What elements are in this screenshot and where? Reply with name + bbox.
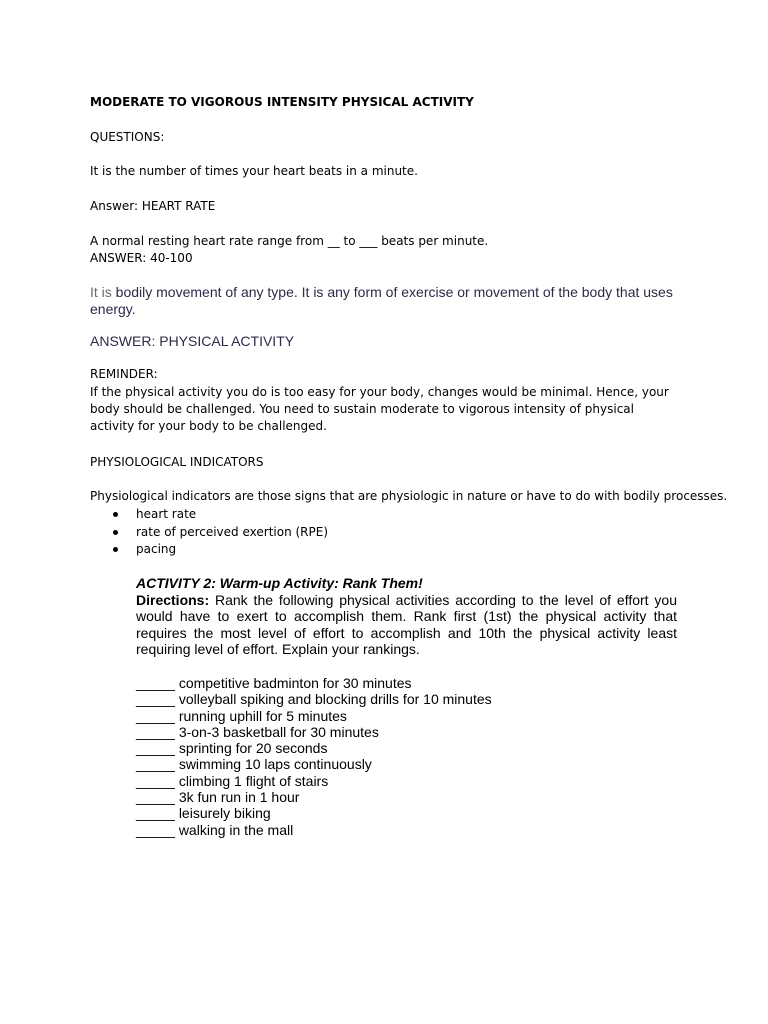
activity-section — [136, 575, 677, 838]
question-1: It is the number of times your heart beats in a minute. — [90, 164, 418, 178]
bullet-icon — [113, 530, 118, 535]
list-item: _____ running uphill for 5 minutes — [136, 707, 347, 724]
document-title: MODERATE TO VIGOROUS INTENSITY PHYSICAL ACTIVITY — [90, 95, 474, 109]
answer-2: ANSWER: 40-100 — [90, 251, 193, 265]
question-2: A normal resting heart rate range from __ to ___ beats per minute. — [90, 234, 489, 248]
list-item: _____ walking in the mall — [136, 821, 294, 838]
list-item: _____ climbing 1 flight of stairs — [136, 772, 329, 789]
list-item: _____ volleyball spiking and blocking drills for 10 minutes — [136, 691, 492, 708]
question-3-prefix: It is — [90, 284, 112, 300]
indicator-label: pacing — [136, 542, 177, 556]
question-3 — [90, 284, 690, 318]
directions-label: Directions: — [136, 591, 210, 608]
list-item — [90, 541, 328, 559]
physiological-header: PHYSIOLOGICAL INDICATORS — [90, 455, 264, 469]
physiological-description: Physiological indicators are those signs that are physiologic in nature or have to do with bodily processes. — [90, 489, 728, 503]
activity-directions — [136, 592, 677, 658]
bullet-icon — [113, 512, 118, 517]
reminder-header: REMINDER: — [90, 367, 158, 381]
reminder-body: If the physical activity you do is too easy for your body, changes would be minimal. Hence, your body should be challenged. You need to sustain moderate to vigorous intensity of physical activity for your body to be challenged. — [90, 385, 669, 433]
list-item — [90, 524, 328, 542]
list-item: _____ sprinting for 20 seconds — [136, 740, 328, 757]
list-item: _____ competitive badminton for 30 minutes — [136, 674, 412, 691]
question-3-text: bodily movement of any type. It is any form of exercise or movement of the body that uses energy. — [90, 284, 673, 317]
list-item: _____ swimming 10 laps continuously — [136, 756, 372, 773]
questions-header: QUESTIONS: — [90, 130, 165, 144]
answer-3: ANSWER: PHYSICAL ACTIVITY — [90, 333, 295, 349]
list-item: _____ 3-on-3 basketball for 30 minutes — [136, 723, 379, 740]
list-item: _____ leisurely biking — [136, 805, 271, 822]
indicator-label: rate of perceived exertion (RPE) — [136, 524, 329, 539]
bullet-icon — [113, 547, 118, 552]
directions-text: Rank the following physical activities according to the level of effort you would have to exert to accomplish them. Rank first (1st) the physical activity that requires the most level of effort to accomplish and 10th the physical activity least requiring level of effort. Explain your rankings. — [136, 591, 677, 658]
list-item — [90, 506, 328, 524]
indicator-label: heart rate — [136, 507, 197, 521]
rank-list — [136, 675, 677, 838]
indicator-list — [90, 506, 328, 559]
list-item: _____ 3k fun run in 1 hour — [136, 789, 300, 806]
activity-title: ACTIVITY 2: Warm-up Activity: Rank Them! — [136, 575, 423, 591]
answer-1: Answer: HEART RATE — [90, 199, 216, 213]
